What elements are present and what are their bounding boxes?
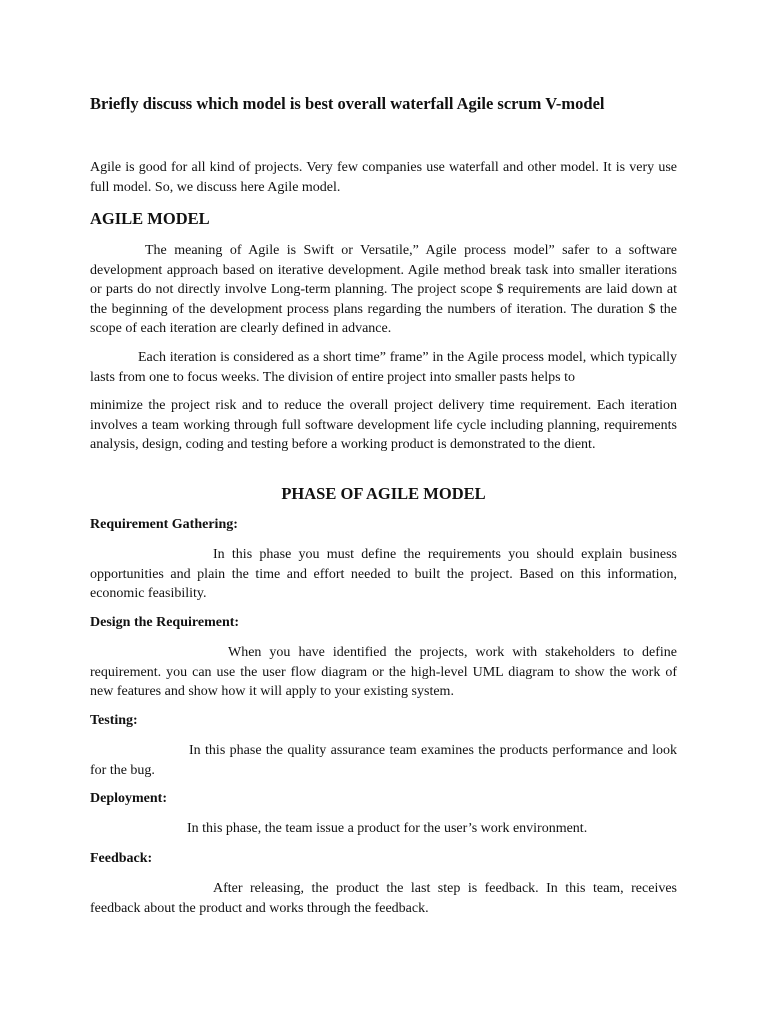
intro-paragraph: Agile is good for all kind of projects. Very few companies use waterfall and other model. It is very use full model. So, we discuss here Agile model. xyxy=(90,160,677,195)
phase-title-requirement-gathering: Requirement Gathering: xyxy=(90,517,238,532)
phase-title-testing: Testing: xyxy=(90,713,138,728)
phase-title-deployment: Deployment: xyxy=(90,791,167,806)
phase-text-design-requirement: When you have identified the projects, work with stakeholders to define requirement. you can use the user flow diagram or the high-level UML diagram to show the work of new features and show how it will apply to your existing system. xyxy=(90,645,677,699)
phase-heading: PHASE OF AGILE MODEL xyxy=(281,484,486,503)
document-title: Briefly discuss which model is best overall waterfall Agile scrum V-model xyxy=(90,94,605,113)
agile-paragraph-2: Each iteration is considered as a short time” frame” in the Agile process model, which typically lasts from one to focus weeks. The division of entire project into smaller pasts helps to xyxy=(90,350,677,385)
phase-title-design-requirement: Design the Requirement: xyxy=(90,615,240,630)
phase-text-feedback: After releasing, the product the last step is feedback. In this team, receives feedback about the product and works through the feedback. xyxy=(90,881,677,916)
agile-paragraph-3: minimize the project risk and to reduce the overall project delivery time requirement. Each iteration involves a team working through full software development life cycle including planning, requirements analysis, design, coding and testing before a working product is demonstrated to the dient. xyxy=(90,398,677,452)
agile-model-heading: AGILE MODEL xyxy=(90,209,210,228)
phase-text-requirement-gathering: In this phase you must define the requirements you should explain business opportunities and plain the time and effort needed to built the project. Based on this information, economic feasibility. xyxy=(90,547,677,601)
phase-title-feedback: Feedback: xyxy=(90,851,153,866)
agile-paragraph-1: The meaning of Agile is Swift or Versatile,” Agile process model” safer to a software development approach based on iterative development. Agile method break task into smaller iterations or parts do not directly involve Long-term planning. The project scope $ requirements are laid down at the beginning of the development process plans regarding the numbers of iteration. The duration $ the scope of each iteration are clearly defined in advance. xyxy=(90,243,677,336)
phase-text-deployment: In this phase, the team issue a product for the user’s work environment. xyxy=(187,821,588,836)
phase-text-testing: In this phase the quality assurance team examines the products performance and look for the bug. xyxy=(90,743,677,778)
